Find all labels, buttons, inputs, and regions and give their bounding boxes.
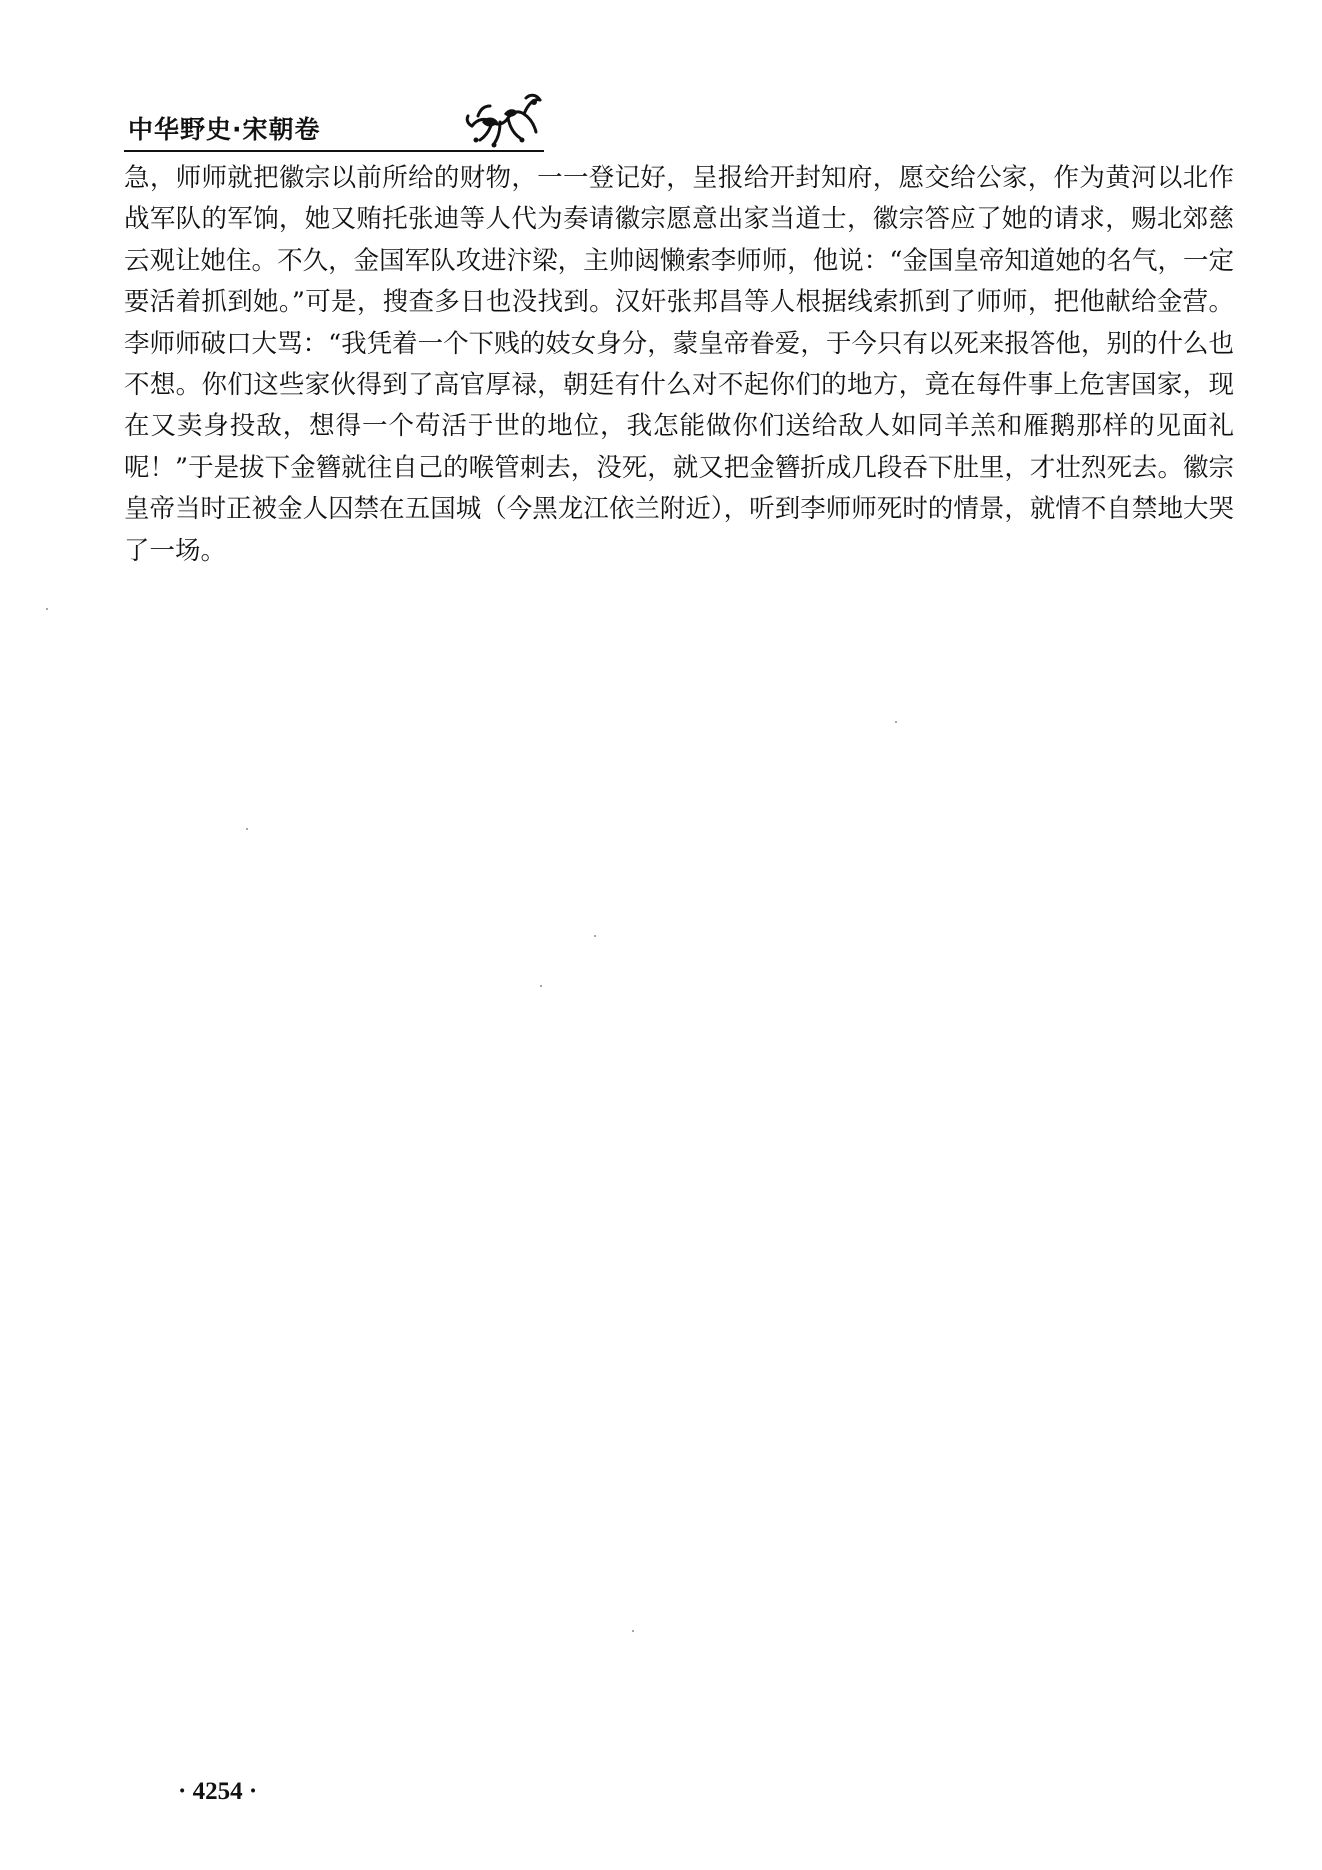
scan-speck <box>246 828 248 830</box>
book-title: 中华野史·宋朝卷 <box>128 115 321 144</box>
scan-speck <box>594 935 596 937</box>
header-rule <box>124 150 544 152</box>
page-number: · 4254 · <box>178 1778 258 1805</box>
scan-speck <box>540 985 542 987</box>
dragon-emblem-icon <box>464 88 548 148</box>
scan-speck <box>46 608 48 610</box>
scan-speck <box>632 1630 634 1632</box>
page-header <box>124 88 544 152</box>
body-paragraph: 急，师师就把徽宗以前所给的财物，一一登记好，呈报给开封知府，愿交给公家，作为黄河以北作战军队的军饷，她又贿托张迪等人代为奏请徽宗愿意出家当道士，徽宗答应了她的请求，赐北郊慈云观让她住。不久，金国军队攻进汴梁，主帅闼懒索李师师，他说：“金国皇帝知道她的名气，一定要活着抓到她。”可是，搜查多日也没找到。汉奸张邦昌等人根据线索抓到了师师，把他献给金营。李师师破口大骂：“我凭着一个下贱的妓女身分，蒙皇帝眷爱，于今只有以死来报答他，别的什么也不想。你们这些家伙得到了高官厚禄，朝廷有什么对不起你们的地方，竟在每件事上危害国家，现在又卖身投敌，想得一个苟活于世的地位，我怎能做你们送给敌人如同羊羔和雁鹅那样的见面礼呢！”于是拔下金簪就往自己的喉管刺去，没死，就又把金簪折成几段吞下肚里，才壮烈死去。徽宗皇帝当时正被金人囚禁在五国城（今黑龙江依兰附近），听到李师师死时的情景，就情不自禁地大哭了一场。 <box>124 163 1234 566</box>
body-text <box>124 158 1234 572</box>
scan-speck <box>895 721 897 723</box>
